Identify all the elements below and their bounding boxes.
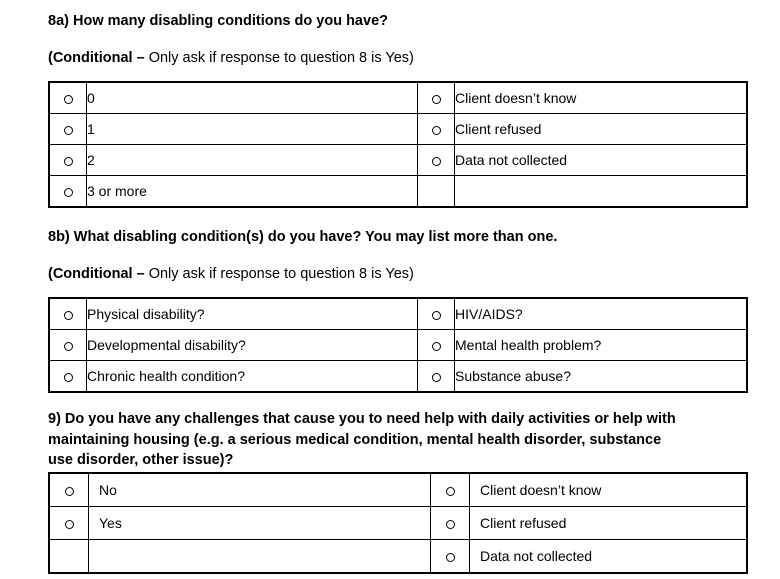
radio-circle-icon bbox=[446, 520, 455, 529]
radio-circle-icon bbox=[432, 342, 441, 351]
table-row bbox=[49, 540, 747, 574]
option-bullet-8a-r0[interactable] bbox=[418, 82, 455, 114]
radio-circle-icon bbox=[446, 487, 455, 496]
option-bullet-8b-r0[interactable] bbox=[418, 298, 455, 330]
option-bullet-9-r1[interactable] bbox=[431, 507, 470, 540]
radio-circle-icon bbox=[64, 342, 73, 351]
question-8b-options-table bbox=[48, 297, 748, 393]
radio-circle-icon bbox=[64, 95, 73, 104]
option-bullet-8b-1[interactable] bbox=[49, 330, 87, 361]
option-bullet-8a-r1[interactable] bbox=[418, 114, 455, 145]
radio-circle-icon bbox=[64, 373, 73, 382]
radio-circle-icon bbox=[64, 311, 73, 320]
question-8b-conditional-rest: Only ask if response to question 8 is Yes) bbox=[148, 265, 414, 282]
empty-cell bbox=[49, 540, 89, 574]
option-label-8a-3[interactable]: 3 or more bbox=[87, 176, 418, 208]
table-row bbox=[49, 82, 747, 114]
option-label-8b-r2[interactable]: Substance abuse? bbox=[455, 361, 748, 393]
question-8b-conditional bbox=[48, 265, 750, 285]
option-label-8a-2[interactable]: 2 bbox=[87, 145, 418, 176]
option-bullet-9-1[interactable] bbox=[49, 507, 89, 540]
question-8a-conditional bbox=[48, 49, 750, 69]
option-bullet-8a-2[interactable] bbox=[49, 145, 87, 176]
option-bullet-8b-2[interactable] bbox=[49, 361, 87, 393]
question-8a-conditional-bold: (Conditional – bbox=[48, 49, 149, 66]
radio-circle-icon bbox=[64, 157, 73, 166]
table-row bbox=[49, 114, 747, 145]
option-label-9-r2[interactable]: Data not collected bbox=[470, 540, 748, 574]
table-row bbox=[49, 176, 747, 208]
option-bullet-8b-0[interactable] bbox=[49, 298, 87, 330]
option-label-8a-1[interactable]: 1 bbox=[87, 114, 418, 145]
empty-cell bbox=[455, 176, 748, 208]
radio-circle-icon bbox=[432, 373, 441, 382]
option-bullet-8a-0[interactable] bbox=[49, 82, 87, 114]
option-label-8a-r1[interactable]: Client refused bbox=[455, 114, 748, 145]
option-bullet-8a-r2[interactable] bbox=[418, 145, 455, 176]
question-8a-heading: 8a) How many disabling conditions do you have? bbox=[48, 13, 388, 29]
option-label-8a-0[interactable]: 0 bbox=[87, 82, 418, 114]
question-9-heading bbox=[48, 409, 688, 470]
radio-circle-icon bbox=[446, 553, 455, 562]
option-label-8b-2[interactable]: Chronic health condition? bbox=[87, 361, 418, 393]
radio-circle-icon bbox=[65, 520, 74, 529]
radio-circle-icon bbox=[432, 157, 441, 166]
table-row bbox=[49, 330, 747, 361]
question-9-heading-text: 9) Do you have any challenges that cause you to need help with daily activities or help with maintaining housing (e.g. a serious medical condition, mental health disorder, substance use disorder, other issue)? bbox=[48, 409, 688, 470]
option-bullet-8b-r2[interactable] bbox=[418, 361, 455, 393]
option-bullet-8a-1[interactable] bbox=[49, 114, 87, 145]
option-label-8b-r1[interactable]: Mental health problem? bbox=[455, 330, 748, 361]
option-label-9-0[interactable]: No bbox=[89, 473, 431, 507]
radio-circle-icon bbox=[64, 126, 73, 135]
table-row bbox=[49, 361, 747, 393]
table-row bbox=[49, 298, 747, 330]
option-label-9-r1[interactable]: Client refused bbox=[470, 507, 748, 540]
empty-cell bbox=[418, 176, 455, 208]
radio-circle-icon bbox=[432, 311, 441, 320]
radio-circle-icon bbox=[64, 188, 73, 197]
option-label-8a-r0[interactable]: Client doesn’t know bbox=[455, 82, 748, 114]
radio-circle-icon bbox=[432, 126, 441, 135]
radio-circle-icon bbox=[65, 487, 74, 496]
question-8b-heading: 8b) What disabling condition(s) do you have? You may list more than one. bbox=[48, 229, 558, 246]
option-label-8b-0[interactable]: Physical disability? bbox=[87, 298, 418, 330]
table-row bbox=[49, 507, 747, 540]
table-row bbox=[49, 473, 747, 507]
option-bullet-8b-r1[interactable] bbox=[418, 330, 455, 361]
option-label-8a-r2[interactable]: Data not collected bbox=[455, 145, 748, 176]
option-label-9-1[interactable]: Yes bbox=[89, 507, 431, 540]
option-label-8b-1[interactable]: Developmental disability? bbox=[87, 330, 418, 361]
option-bullet-8a-3[interactable] bbox=[49, 176, 87, 208]
question-9-options-table bbox=[48, 472, 748, 574]
radio-circle-icon bbox=[432, 95, 441, 104]
empty-cell bbox=[89, 540, 431, 574]
question-8a-options-table bbox=[48, 81, 748, 208]
table-row bbox=[49, 145, 747, 176]
option-bullet-9-0[interactable] bbox=[49, 473, 89, 507]
option-label-8b-r0[interactable]: HIV/AIDS? bbox=[455, 298, 748, 330]
question-8a-conditional-rest: Only ask if response to question 8 is Yes) bbox=[148, 49, 414, 66]
question-9-block bbox=[48, 409, 750, 574]
option-bullet-9-r2[interactable] bbox=[431, 540, 470, 574]
option-label-9-r0[interactable]: Client doesn’t know bbox=[470, 473, 748, 507]
option-bullet-9-r0[interactable] bbox=[431, 473, 470, 507]
question-8b-conditional-bold: (Conditional – bbox=[48, 265, 149, 282]
